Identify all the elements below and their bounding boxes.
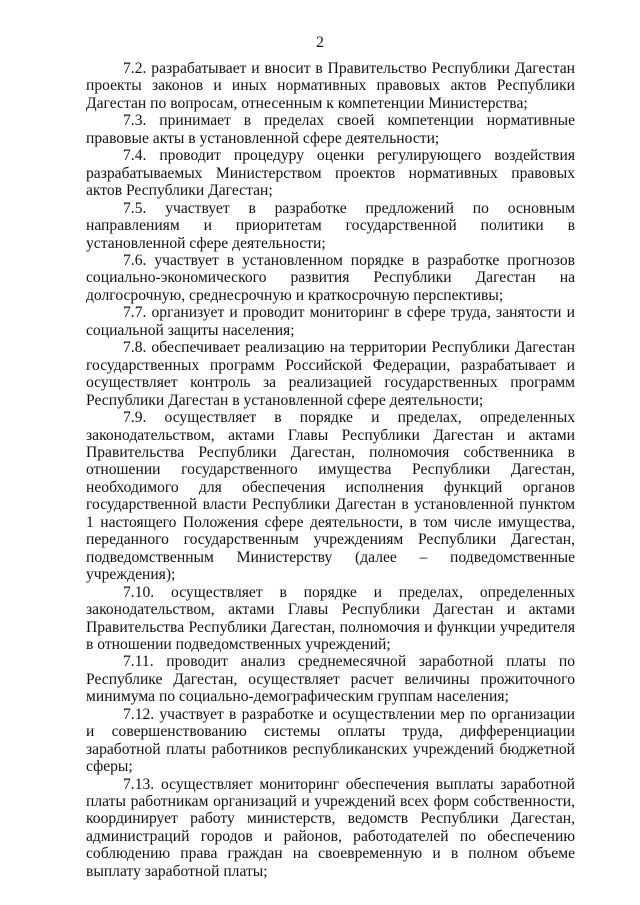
paragraph-7-3: 7.3. принимает в пределах своей компетенции нормативные правовые акты в установленной сфере деятельности; (86, 112, 575, 147)
page-content (86, 60, 575, 880)
paragraph-7-10: 7.10. осуществляет в порядке и пределах, определенных законодательством, актами Главы Республики Дагестан и актами Правительства Республики Дагестан, полномочия и функции учредителя в отношении подведомственных учреждений; (86, 583, 575, 653)
paragraph-7-7: 7.7. организует и проводит мониторинг в сфере труда, занятости и социальной защиты населения; (86, 304, 575, 339)
paragraph-7-8: 7.8. обеспечивает реализацию на территории Республики Дагестан государственных программ Российской Федерации, разрабатывает и осуществляет контроль за реализацией государственных программ Республики Дагестан в установленной сфере деятельности; (86, 339, 575, 409)
paragraph-7-4: 7.4. проводит процедуру оценки регулирующего воздействия разрабатываемых Министерством проектов нормативных правовых актов Республики Дагестан; (86, 147, 575, 200)
paragraph-7-11: 7.11. проводит анализ среднемесячной заработной платы по Республике Дагестан, осуществляет расчет величины прожиточного минимума по социально-демографическим группам населения; (86, 653, 575, 706)
paragraph-7-9: 7.9. осуществляет в порядке и пределах, определенных законодательством, актами Главы Республики Дагестан и актами Правительства Республики Дагестан, полномочия собственника в отношении государственного имущества Республики Дагестан, необходимого для обеспечения исполнения функций органов государственной власти Республики Дагестан в установленной пунктом 1 настоящего Положения сфере деятельности, в том числе имущества, переданного государственным учреждениям Республики Дагестан, подведомственным Министерству (далее – подведомственные учреждения); (86, 409, 575, 584)
paragraph-7-2: 7.2. разрабатывает и вносит в Правительство Республики Дагестан проекты законов и иных нормативных правовых актов Республики Дагестан по вопросам, отнесенным к компетенции Министерства; (86, 60, 575, 112)
paragraph-7-5: 7.5. участвует в разработке предложений по основным направлениям и приоритетам государственной политики в установленной сфере деятельности; (86, 199, 575, 252)
paragraph-7-13: 7.13. осуществляет мониторинг обеспечения выплаты заработной платы работникам организаций и учреждений всех форм собственности, координирует работу министерств, ведомств Республики Дагестан, администраций городов и районов, работодателей по обеспечению соблюдению права граждан на своевременную и в полном объеме выплату заработной платы; (86, 775, 575, 880)
page-number: 2 (316, 34, 324, 51)
paragraph-7-6: 7.6. участвует в установленном порядке в разработке прогнозов социально-экономического развития Республики Дагестан на долгосрочную, среднесрочную и краткосрочную перспективы; (86, 251, 575, 304)
paragraph-7-12: 7.12. участвует в разработке и осуществлении мер по организации и совершенствованию системы оплаты труда, дифференциации заработной платы работников республиканских учреждений бюджетной сферы; (86, 705, 575, 776)
